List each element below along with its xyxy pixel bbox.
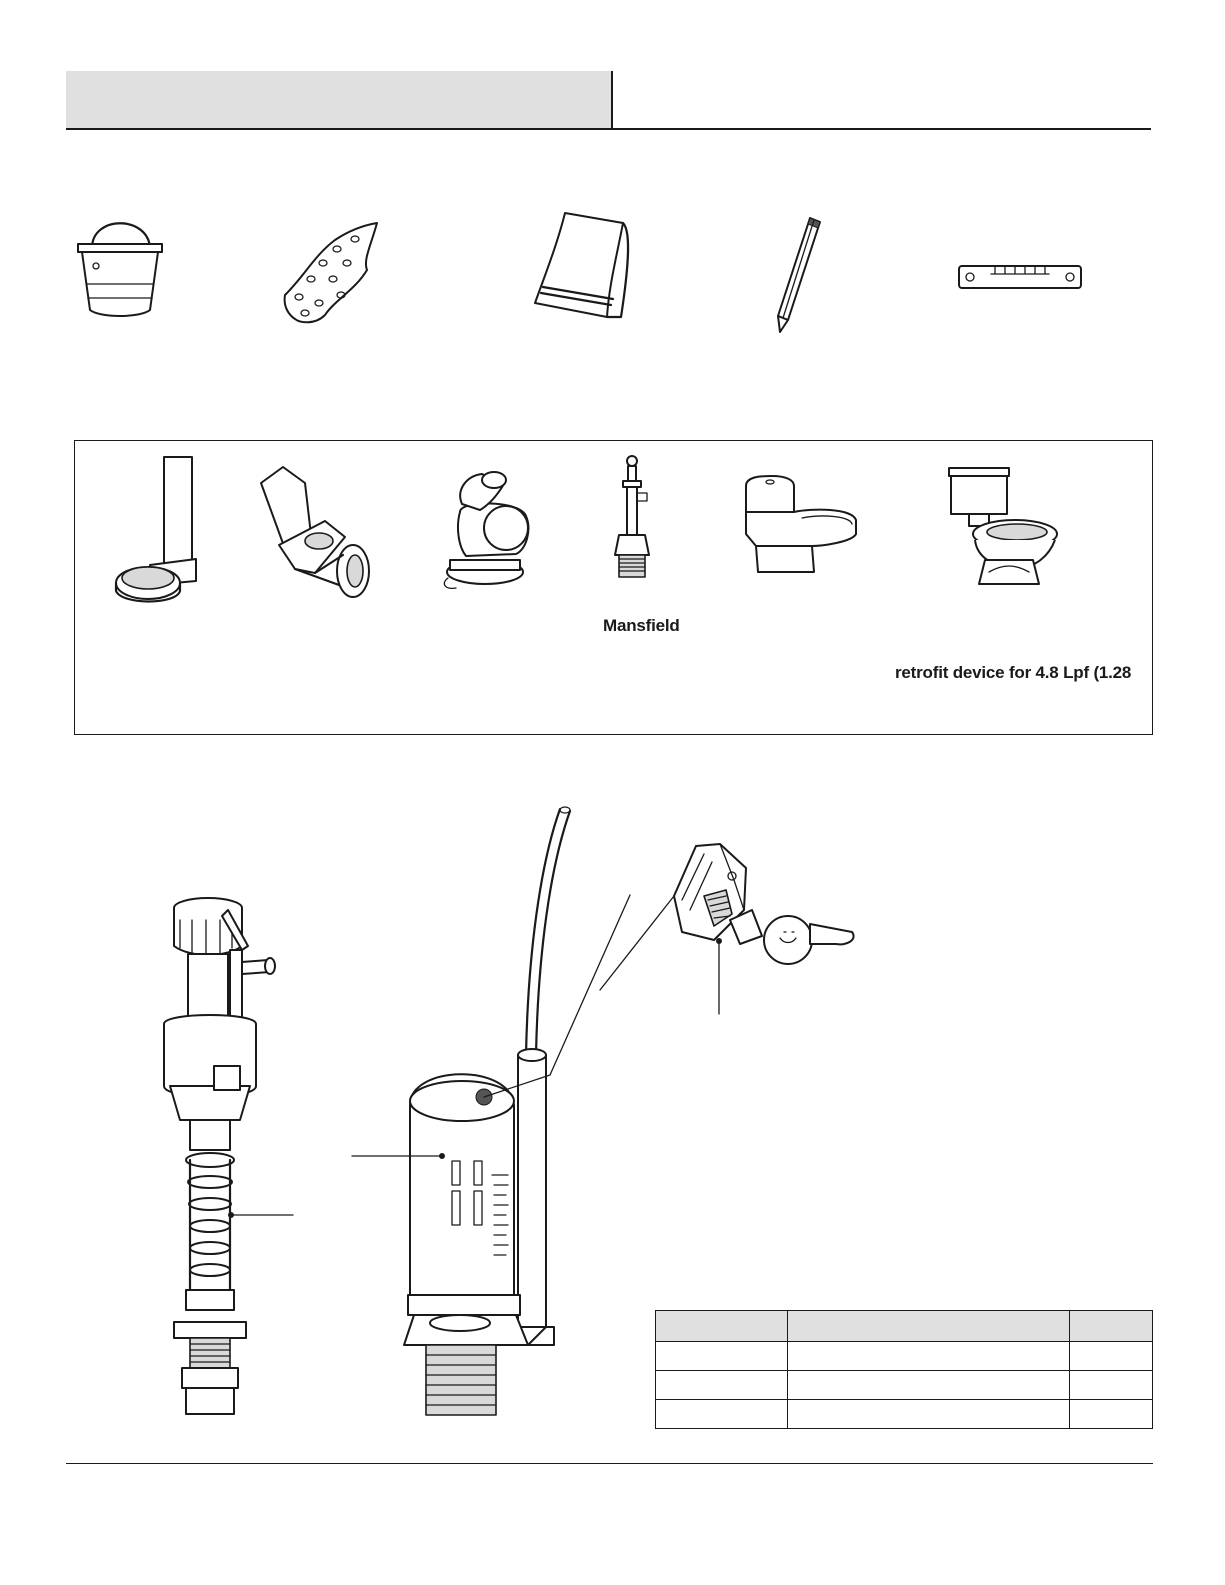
table-cell: [656, 1400, 788, 1429]
table-row: [656, 1371, 1153, 1400]
table-cell: [1070, 1400, 1153, 1429]
flush-valve-icon: [255, 465, 375, 605]
two-piece-toilet-icon: [945, 460, 1065, 600]
plunger-valve-icon: [615, 455, 660, 585]
header-rule: [66, 128, 1151, 130]
table-cell: [656, 1371, 788, 1400]
table-header-cell: [1070, 1311, 1153, 1342]
table-cell: [788, 1342, 1070, 1371]
one-piece-toilet-icon: [742, 472, 862, 582]
pencil-icon: [770, 210, 830, 340]
flush-valve-callout: [350, 1150, 450, 1162]
bucket-icon: [70, 210, 180, 330]
sponge-icon: [275, 215, 395, 330]
table-cell: [1070, 1371, 1153, 1400]
parts-table: [655, 1310, 1153, 1429]
fill-valve-callout: [225, 1210, 295, 1222]
compatibility-note: retrofit device for 4.8 Lpf (1.28: [895, 663, 1132, 682]
brand-label: Mansfield: [603, 616, 680, 635]
table-header-row: [656, 1311, 1153, 1342]
canister-valve-icon: [440, 460, 540, 600]
flush-handle-callout: [714, 936, 726, 1016]
ruler-icon: [955, 260, 1085, 295]
table-cell: [656, 1342, 788, 1371]
footer-rule: [66, 1463, 1153, 1464]
flush-valve-illustration: [400, 805, 590, 1435]
table-header-cell: [788, 1311, 1070, 1342]
table-cell: [1070, 1342, 1153, 1371]
table-cell: [788, 1371, 1070, 1400]
table-row: [656, 1342, 1153, 1371]
fill-valve-illustration: [160, 890, 290, 1430]
flush-handle-illustration: [660, 840, 860, 990]
flapper-icon: [112, 455, 207, 615]
table-row: [656, 1400, 1153, 1429]
header-divider: [611, 71, 613, 129]
table-cell: [788, 1400, 1070, 1429]
towel-icon: [525, 205, 640, 335]
table-header-cell: [656, 1311, 788, 1342]
section-header-bar: [66, 71, 611, 129]
